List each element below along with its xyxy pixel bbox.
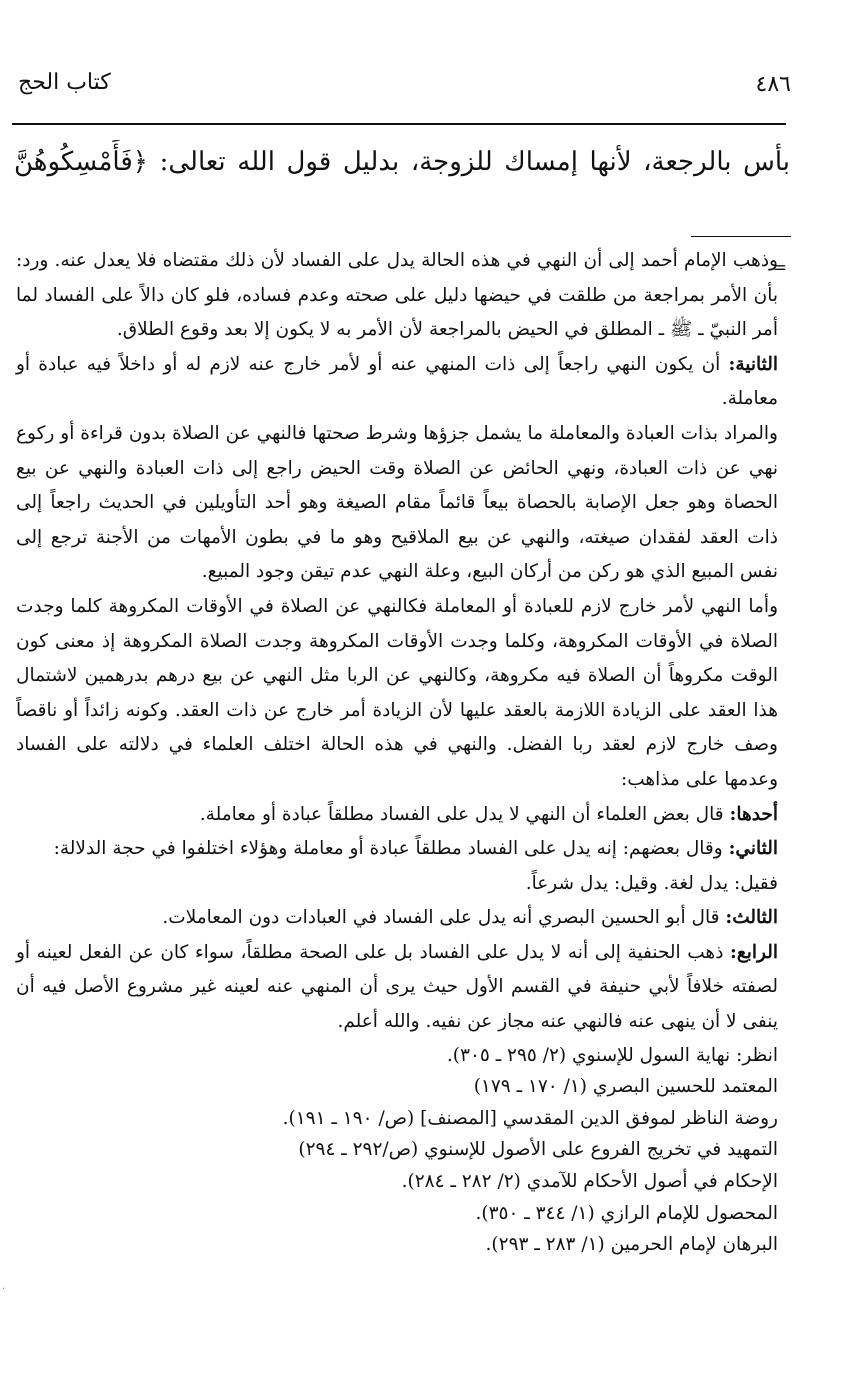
main-text: بأس بالرجعة، لأنها إمساك للزوجة، بدليل قول الله تعالى: ﴿فَأَمْسِكُوهُنَّ [14,147,790,177]
reference-item: روضة الناظر لموفق الدين المقدسي [المصنف] (ص/ ١٩٠ ـ ١٩١). [282,1107,778,1129]
footnote-said-line: فقيل: يدل لغة. وقيل: يدل شرعاً. [525,872,778,894]
footnote-term: الثالث: [725,907,778,929]
footnote-external-paragraph: وأما النهي لأمر خارج لازم للعبادة أو المعاملة فكالنهي عن الصلاة في الأوقات المكروهة كلما وجدت الصلاة في الأوقات المكروهة، وكلما وجدت الأوقات المكروهة وجدت الصلاة المكروهة إذ معنى كون الوقت مكروهاً أن الصلاة فيه مكروهة، وكالنهي عن الربا مثل النهي عن بيع درهم بدرهمين لاشتمال هذا العقد على الزيادة اللازمة بالعقد عليها لأن الزيادة أمر خارج عن ذات العقد. وكونه زائداً أو ناقصاً وصف خارج لازم لعقد ربا الفضل. والنهي في هذه الحالة اختلف العلماء في دلالته على الفساد وعدمها على مذاهب: [16,595,778,790]
footnote-term-text: وقال بعضهم: إنه يدل على الفساد مطلقاً عبادة أو معاملة وهؤلاء اختلفوا في حجة الدلالة: [53,838,729,860]
footnote-opinion-fourth [16,936,778,1040]
footnote-essence-paragraph: والمراد بذات العبادة والمعاملة ما يشمل جزؤها وشرط صحتها فالنهي عن الصلاة بدون قراءة أو ركوع نهي عن ذات العبادة، ونهي الحائض عن الصلاة وقت الحيض راجع إلى ذات العبادة والنهي عن بيع الحصاة وهو جعل الإصابة بالحصاة بيعاً قائماً مقام الصيغة وهو أحد التأويلين في الحديث راجعاً إلى ذات العقد لفقدان صيغته، والنهي عن بيع الملاقيح وهو ما في بطون الأمهات من الأجنة ترجع إلى نفس المبيع الذي هو ركن من أركان البيع، وعلة النهي عدم تيقن وجود المبيع. [16,422,778,583]
footnote-term: الثانية: [728,353,778,375]
footnote-second-case [16,348,778,417]
references-list [16,1040,778,1261]
footnote-term: أحدها: [729,803,778,825]
page-number: ٤٨٦ [755,72,791,97]
footnote-term: الثاني: [728,838,778,860]
reference-item: التمهيد في تخريج الفروع على الأصول للإسنوي (ص/٢٩٢ ـ ٢٩٤) [298,1139,778,1161]
footnote-intro: وذهب الإمام أحمد إلى أن النهي في هذه الحالة يدل على الفساد لأن ذلك مقتضاه فلا يعدل عنه. ورد: بأن الأمر بمراجعة من طلقت في حيضها دليل على صحته وعدم فساده، فلو كان دالاً على الفساد لما أمر النبيّ ـ ﷺ ـ المطلق في الحيض بالمراجعة لأن الأمر به لا يكون إلا بعد وقوع الطلاق. [16,250,778,341]
footnote-separator [691,236,791,237]
footnote-term-text: قال أبو الحسين البصري أنه يدل على الفساد في العبادات دون المعاملات. [162,907,726,929]
footnote-term-text: أن يكون النهي راجعاً إلى ذات المنهي عنه أو لأمر خارج عنه لازم له أو داخلاً فيه عبادة أو معاملة. [16,353,778,410]
reference-item: المحصول للإمام الرازي (١/ ٣٤٤ ـ ٣٥٠). [475,1202,778,1224]
reference-item: البرهان لإمام الحرمين (١/ ٢٨٣ ـ ٢٩٣). [485,1234,778,1256]
footnote-term-text: قال بعض العلماء أن النهي لا يدل على الفساد مطلقاً عبادة أو معاملة. [199,803,730,825]
footnote-term-text: ذهب الحنفية إلى أنه لا يدل على الفساد بل على الصحة مطلقاً، سواء كان عن الفعل لعينه أو لصفته خلافاً لأبي حنيفة في القسم الأول حيث يرى أن المنهي عنه لعينه غير مشروع الأصل فيه أن ينفى لا أن ينهى عنه فالنهي عنه مجاز عن نفيه. والله أعلم. [16,941,778,1033]
footnote [16,244,778,1261]
footnote-continuation-marker: = [772,258,787,278]
footnote-term: الرابع: [730,941,778,963]
reference-item: انظر: نهاية السول للإسنوي (٢/ ٢٩٥ ـ ٣٠٥). [446,1044,778,1066]
reference-item: المعتمد للحسين البصري (١/ ١٧٠ ـ ١٧٩) [473,1076,778,1098]
reference-item: الإحكام في أصول الأحكام للآمدي (٢/ ٢٨٢ ـ ٢٨٤). [401,1171,778,1193]
header-rule [12,123,786,125]
footnote-opinion-first [16,798,778,833]
footnote-opinion-third [16,901,778,936]
margin-mark: · [2,1284,6,1295]
footnote-opinion-second [16,832,778,867]
running-title: كتاب الحج [18,70,111,95]
